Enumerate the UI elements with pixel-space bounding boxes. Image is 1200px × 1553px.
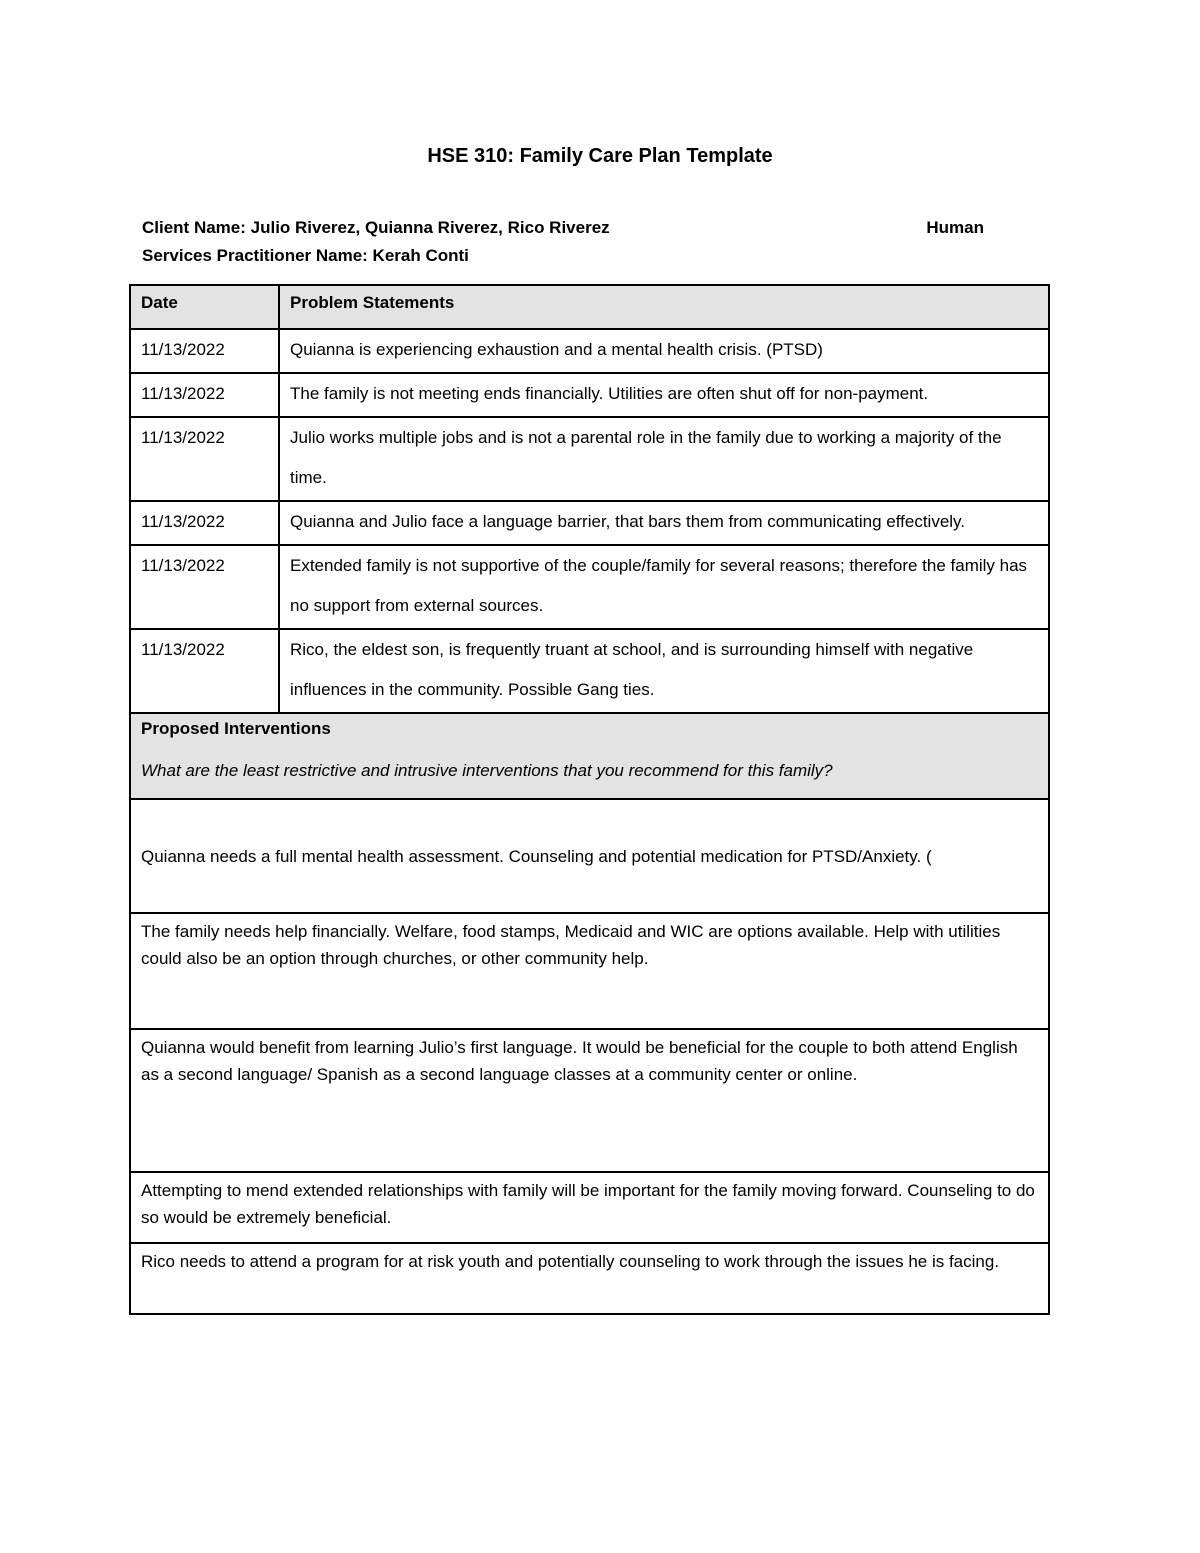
interventions-title: Proposed Interventions [141,719,331,738]
table-header-row [130,285,1049,329]
problem-statement: Julio works multiple jobs and is not a parental role in the family due to working a majority of the time. [279,417,1049,501]
problem-row [130,373,1049,417]
intervention-text: Rico needs to attend a program for at risk youth and potentially counseling to work through the issues he is facing. [130,1243,1049,1314]
intervention-row [130,1172,1049,1243]
problem-statement: Extended family is not supportive of the couple/family for several reasons; therefore the family has no support from external sources. [279,545,1049,629]
problem-column-header: Problem Statements [279,285,1049,329]
intervention-row [130,1029,1049,1172]
problem-row [130,417,1049,501]
client-name-text: Client Name: Julio Riverez, Quianna Riverez, Rico Riverez [142,218,610,237]
problem-date: 11/13/2022 [130,629,279,713]
interventions-header-cell [130,713,1049,799]
intervention-row [130,1243,1049,1314]
intervention-text: Attempting to mend extended relationships with family will be important for the family moving forward. Counseling to do so would be extremely beneficial. [130,1172,1049,1243]
client-line-continuation: Human [926,218,984,237]
problem-statement: Quianna is experiencing exhaustion and a mental health crisis. (PTSD) [279,329,1049,373]
page-title: HSE 310: Family Care Plan Template [427,145,773,167]
problem-row [130,329,1049,373]
intervention-row [130,799,1049,913]
date-column-header: Date [130,285,279,329]
practitioner-name-line: Services Practitioner Name: Kerah Conti [142,246,469,265]
interventions-header-row [130,713,1049,799]
problem-row [130,545,1049,629]
client-name-line [142,217,984,239]
problem-row [130,501,1049,545]
intervention-text: The family needs help financially. Welfare, food stamps, Medicaid and WIC are options available. Help with utilities could also be an option through churches, or other community help. [130,913,1049,1029]
problem-statement: Rico, the eldest son, is frequently truant at school, and is surrounding himself with negative influences in the community. Possible Gang ties. [279,629,1049,713]
problem-date: 11/13/2022 [130,373,279,417]
problem-statement: Quianna and Julio face a language barrier, that bars them from communicating effectively. [279,501,1049,545]
interventions-question: What are the least restrictive and intrusive interventions that you recommend for this family? [141,761,833,780]
problem-date: 11/13/2022 [130,545,279,629]
problem-date: 11/13/2022 [130,417,279,501]
problem-date: 11/13/2022 [130,501,279,545]
intervention-text: Quianna would benefit from learning Julio’s first language. It would be beneficial for the couple to both attend English as a second language/ Spanish as a second language classes at a community center or online. [130,1029,1049,1172]
intervention-row [130,913,1049,1029]
care-plan-table [129,284,1050,1315]
intervention-text: Quianna needs a full mental health assessment. Counseling and potential medication for PTSD/Anxiety. ( [130,799,1049,913]
problem-row [130,629,1049,713]
problem-date: 11/13/2022 [130,329,279,373]
problem-statement: The family is not meeting ends financially. Utilities are often shut off for non-payment. [279,373,1049,417]
